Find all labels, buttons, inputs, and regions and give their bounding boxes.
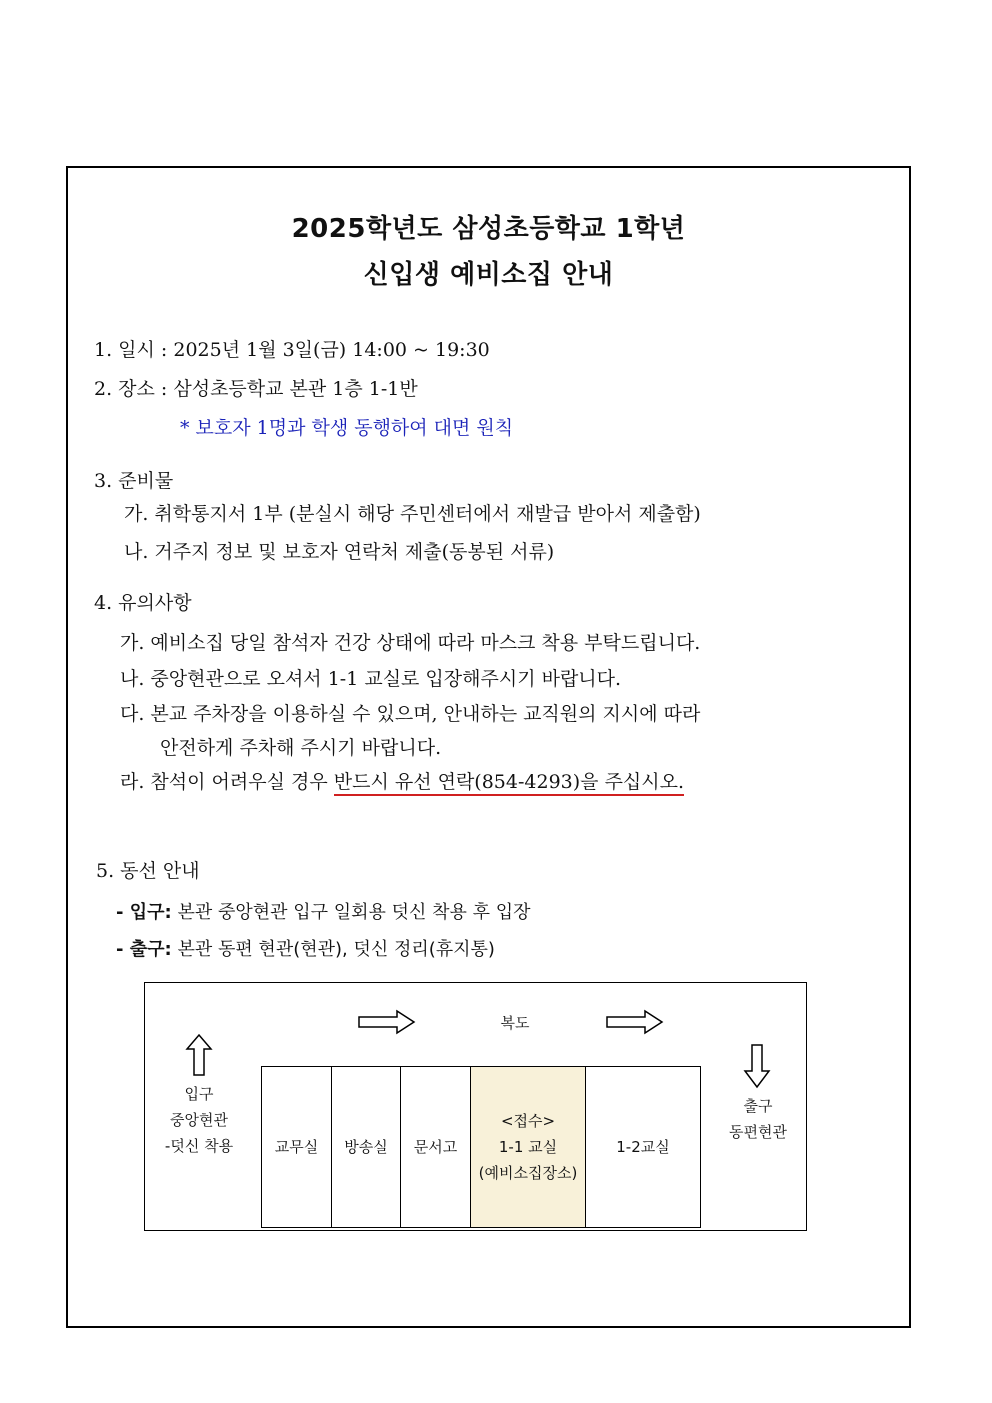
room-archive — [400, 1066, 471, 1228]
exit-label-line-1: 출구 — [743, 1097, 773, 1115]
room-broadcast-label: 방송실 — [344, 1138, 388, 1156]
entrance-label-line-3: -덧신 착용 — [164, 1137, 234, 1155]
reception-line-2: 1-1 교실 — [498, 1138, 558, 1156]
exit-text: 본관 동편 현관(현관), 덧신 정리(휴지통) — [171, 939, 495, 960]
note-item-c1: 다. 본교 주차장을 이용하실 수 있으며, 안내하는 교직원의 지시에 따라 — [120, 703, 701, 725]
entry-text: 본관 중앙현관 입구 일회용 덧신 착용 후 입장 — [171, 902, 531, 923]
schedule-item: 1. 일시 : 2025년 1월 3일(금) 14:00 ~ 19:30 — [94, 339, 490, 361]
room-1-2-label: 1-2교실 — [616, 1138, 670, 1156]
arrow-right-icon — [357, 1009, 417, 1035]
exit-route — [116, 935, 495, 961]
place-note: * 보호자 1명과 학생 동행하여 대면 원칙 — [180, 417, 514, 439]
title-line-1: 2025학년도 삼성초등학교 1학년 — [291, 214, 686, 244]
note-item-b: 나. 중앙현관으로 오셔서 1-1 교실로 입장해주시기 바랍니다. — [120, 668, 622, 690]
room-1-2 — [585, 1066, 701, 1228]
arrow-right-icon — [605, 1009, 665, 1035]
note-item-d — [120, 767, 684, 794]
flow-diagram — [144, 982, 807, 1231]
entrance-label — [149, 1081, 249, 1159]
notes-heading: 4. 유의사항 — [94, 592, 192, 614]
note-item-c2: 안전하게 주차해 주시기 바랍니다. — [160, 737, 442, 759]
place-item: 2. 장소 : 삼성초등학교 본관 1층 1-1반 — [94, 378, 418, 400]
room-staff-office — [261, 1066, 332, 1228]
room-reception-1-1 — [470, 1066, 586, 1228]
contact-emphasis: 반드시 유선 연락(854-4293)을 주십시오. — [334, 771, 684, 796]
room-broadcast — [331, 1066, 401, 1228]
entrance-label-line-1: 입구 — [184, 1085, 214, 1103]
prep-item-a: 가. 취학통지서 1부 (분실시 해당 주민센터에서 재발급 받아서 제출함) — [124, 503, 701, 525]
room-archive-label: 문서고 — [413, 1138, 458, 1156]
corridor-label: 복도 — [500, 1014, 530, 1032]
prep-item-b: 나. 거주지 정보 및 보호자 연락처 제출(동봉된 서류) — [124, 541, 555, 563]
note-item-d-prefix: 라. 참석이 어려우실 경우 — [120, 771, 334, 793]
route-heading: 5. 동선 안내 — [96, 860, 200, 882]
exit-label: - 출구: — [116, 939, 172, 960]
reception-line-1: <접수> — [500, 1112, 556, 1130]
arrow-down-icon — [743, 1043, 771, 1089]
prep-heading: 3. 준비물 — [94, 470, 174, 492]
room-staff-office-label: 교무실 — [274, 1138, 319, 1156]
title-line-2: 신입생 예비소집 안내 — [363, 260, 614, 290]
exit-diagram-label — [711, 1093, 805, 1145]
entry-route — [116, 898, 530, 924]
exit-label-line-2: 동편현관 — [729, 1123, 787, 1141]
notice-frame — [66, 166, 911, 1328]
note-item-a: 가. 예비소집 당일 참석자 건강 상태에 따라 마스크 착용 부탁드립니다. — [120, 632, 701, 654]
entrance-label-line-2: 중앙현관 — [170, 1111, 228, 1129]
arrow-up-icon — [185, 1033, 213, 1077]
reception-line-3: (예비소집장소) — [478, 1164, 578, 1182]
entry-label: - 입구: — [116, 902, 172, 923]
